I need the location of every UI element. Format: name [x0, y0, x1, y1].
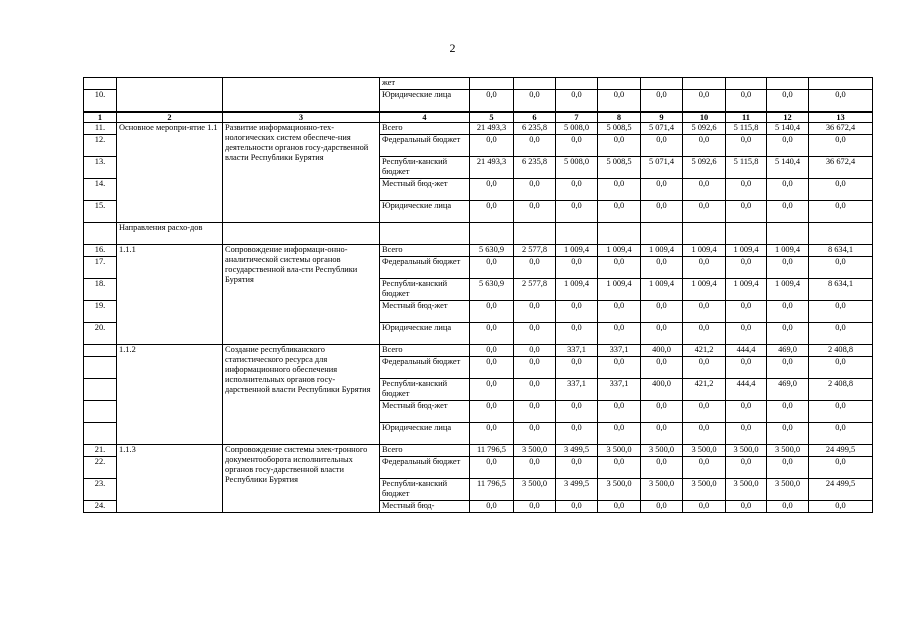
value-cell: 0,0 — [767, 423, 809, 445]
table-row — [84, 445, 873, 457]
value-cell: 0,0 — [726, 457, 767, 479]
value-cell: 0,0 — [683, 179, 726, 201]
value-cell: 0,0 — [809, 401, 873, 423]
value-cell: 444,4 — [726, 345, 767, 357]
value-cell: 8 634,1 — [809, 245, 873, 257]
row-name-cell — [117, 78, 223, 90]
value-cell — [767, 78, 809, 90]
value-cell: 421,2 — [683, 379, 726, 401]
value-cell: 0,0 — [556, 301, 598, 323]
value-cell: 0,0 — [809, 301, 873, 323]
value-cell: 2 408,8 — [809, 345, 873, 357]
value-cell: 36 672,4 — [809, 157, 873, 179]
value-cell: 0,0 — [598, 401, 641, 423]
funding-source: Местный бюд-жет — [380, 179, 470, 201]
table-row — [84, 90, 873, 113]
table-row — [84, 245, 873, 257]
value-cell: 0,0 — [470, 379, 514, 401]
value-cell: 2 577,8 — [514, 279, 556, 301]
value-cell: 5 630,9 — [470, 279, 514, 301]
value-cell: 0,0 — [641, 401, 683, 423]
value-cell: 0,0 — [598, 457, 641, 479]
empty-cell — [809, 223, 873, 245]
row-name-cell: Основное меропри-ятие 1.1 — [117, 123, 223, 223]
value-cell — [809, 78, 873, 90]
empty-cell — [598, 223, 641, 245]
value-cell: 6 235,8 — [514, 123, 556, 135]
value-cell: 0,0 — [767, 301, 809, 323]
funding-source: Всего — [380, 123, 470, 135]
value-cell: 0,0 — [726, 401, 767, 423]
value-cell — [641, 78, 683, 90]
table-row — [84, 345, 873, 357]
value-cell: 11 796,5 — [470, 479, 514, 501]
value-cell: 1 009,4 — [556, 245, 598, 257]
value-cell: 1 009,4 — [767, 279, 809, 301]
value-cell: 0,0 — [470, 423, 514, 445]
value-cell: 0,0 — [767, 457, 809, 479]
funding-source: Федеральный бюджет — [380, 457, 470, 479]
row-number: 14. — [84, 179, 117, 201]
value-cell: 0,0 — [767, 135, 809, 157]
empty-cell — [641, 223, 683, 245]
funding-source: Юридические лица — [380, 323, 470, 345]
value-cell: 0,0 — [514, 345, 556, 357]
value-cell: 3 500,0 — [767, 445, 809, 457]
value-cell: 0,0 — [470, 257, 514, 279]
column-header: 13 — [809, 112, 873, 123]
value-cell: 5 140,4 — [767, 157, 809, 179]
value-cell: 0,0 — [598, 423, 641, 445]
value-cell: 0,0 — [556, 257, 598, 279]
column-header: 1 — [84, 112, 117, 123]
value-cell: 0,0 — [598, 501, 641, 513]
value-cell: 0,0 — [514, 323, 556, 345]
value-cell: 24 499,5 — [809, 445, 873, 457]
table-row — [84, 123, 873, 135]
value-cell: 0,0 — [514, 179, 556, 201]
row-number: 22. — [84, 457, 117, 479]
value-cell: 1 009,4 — [598, 279, 641, 301]
value-cell — [598, 78, 641, 90]
value-cell: 1 009,4 — [683, 279, 726, 301]
value-cell: 0,0 — [598, 357, 641, 379]
value-cell: 0,0 — [809, 323, 873, 345]
value-cell: 3 500,0 — [726, 445, 767, 457]
value-cell: 6 235,8 — [514, 157, 556, 179]
value-cell: 0,0 — [556, 457, 598, 479]
value-cell: 3 500,0 — [726, 479, 767, 501]
row-desc-cell — [223, 78, 380, 90]
value-cell: 5 008,5 — [598, 123, 641, 135]
value-cell: 3 499,5 — [556, 479, 598, 501]
row-number: 13. — [84, 157, 117, 179]
column-header: 12 — [767, 112, 809, 123]
empty-cell — [514, 223, 556, 245]
value-cell: 0,0 — [556, 401, 598, 423]
row-number: 18. — [84, 279, 117, 301]
row-number: 21. — [84, 445, 117, 457]
value-cell: 0,0 — [470, 201, 514, 223]
row-number: 11. — [84, 123, 117, 135]
row-number: 20. — [84, 323, 117, 345]
value-cell: 0,0 — [598, 179, 641, 201]
funding-source: Юридические лица — [380, 201, 470, 223]
value-cell: 1 009,4 — [556, 279, 598, 301]
value-cell: 3 500,0 — [514, 445, 556, 457]
value-cell: 5 008,0 — [556, 123, 598, 135]
row-number: 15. — [84, 201, 117, 223]
value-cell: 0,0 — [683, 357, 726, 379]
value-cell: 5 071,4 — [641, 123, 683, 135]
budget-table — [83, 77, 873, 513]
value-cell — [726, 78, 767, 90]
funding-source: Федеральный бюджет — [380, 257, 470, 279]
value-cell: 3 499,5 — [556, 445, 598, 457]
empty-cell — [470, 223, 514, 245]
value-cell: 3 500,0 — [767, 479, 809, 501]
value-cell: 5 092,6 — [683, 123, 726, 135]
row-desc-cell: Развитие информационно-тех-нологических систем обеспече-ния деятельности органов госу-дарственной власти Республики Бурятия — [223, 123, 380, 223]
value-cell: 0,0 — [556, 135, 598, 157]
value-cell: 0,0 — [809, 201, 873, 223]
value-cell: 24 499,5 — [809, 479, 873, 501]
empty-cell — [556, 223, 598, 245]
value-cell: 0,0 — [514, 501, 556, 513]
value-cell: 0,0 — [767, 257, 809, 279]
value-cell: 0,0 — [767, 323, 809, 345]
value-cell: 0,0 — [556, 357, 598, 379]
value-cell: 0,0 — [641, 257, 683, 279]
value-cell: 0,0 — [809, 501, 873, 513]
column-header: 8 — [598, 112, 641, 123]
value-cell: 0,0 — [809, 457, 873, 479]
value-cell: 0,0 — [683, 501, 726, 513]
value-cell: 3 500,0 — [683, 479, 726, 501]
funding-source: Местный бюд-жет — [380, 401, 470, 423]
value-cell: 0,0 — [556, 201, 598, 223]
value-cell: 2 577,8 — [514, 245, 556, 257]
value-cell: 0,0 — [514, 257, 556, 279]
funding-source: Республи-канский бюджет — [380, 379, 470, 401]
value-cell: 400,0 — [641, 345, 683, 357]
funding-source: Всего — [380, 245, 470, 257]
directions-label: Направления расхо-дов — [117, 223, 223, 245]
value-cell: 469,0 — [767, 379, 809, 401]
value-cell: 0,0 — [726, 257, 767, 279]
column-header: 10 — [683, 112, 726, 123]
value-cell: 0,0 — [470, 323, 514, 345]
value-cell: 0,0 — [598, 323, 641, 345]
row-desc-cell: Создание республиканского статистического ресурса для информационного обеспечения исполнительных органов госу-дарственной власти Республики Бурятия — [223, 345, 380, 445]
value-cell: 1 009,4 — [641, 279, 683, 301]
column-header: 3 — [223, 112, 380, 123]
value-cell: 0,0 — [726, 501, 767, 513]
value-cell: 0,0 — [767, 501, 809, 513]
value-cell: 0,0 — [726, 423, 767, 445]
value-cell: 0,0 — [470, 401, 514, 423]
value-cell: 1 009,4 — [726, 279, 767, 301]
value-cell: 0,0 — [598, 301, 641, 323]
value-cell: 0,0 — [641, 201, 683, 223]
value-cell: 0,0 — [470, 501, 514, 513]
funding-source: Юридические лица — [380, 90, 470, 113]
column-header: 6 — [514, 112, 556, 123]
value-cell: 0,0 — [514, 301, 556, 323]
row-number: 23. — [84, 479, 117, 501]
value-cell: 0,0 — [641, 301, 683, 323]
value-cell: 0,0 — [470, 179, 514, 201]
value-cell: 0,0 — [683, 457, 726, 479]
row-name-cell — [117, 90, 223, 113]
value-cell — [556, 78, 598, 90]
value-cell: 0,0 — [641, 457, 683, 479]
value-cell: 0,0 — [726, 179, 767, 201]
row-number — [84, 379, 117, 401]
value-cell: 0,0 — [556, 423, 598, 445]
value-cell: 400,0 — [641, 379, 683, 401]
directions-row — [84, 223, 873, 245]
header-row — [84, 112, 873, 123]
value-cell: 0,0 — [470, 301, 514, 323]
value-cell: 1 009,4 — [641, 245, 683, 257]
column-header: 2 — [117, 112, 223, 123]
row-number — [84, 357, 117, 379]
value-cell: 8 634,1 — [809, 279, 873, 301]
row-number: 19. — [84, 301, 117, 323]
funding-source: Всего — [380, 445, 470, 457]
funding-source: Республи-канский бюджет — [380, 157, 470, 179]
funding-source: Федеральный бюджет — [380, 135, 470, 157]
value-cell: 1 009,4 — [726, 245, 767, 257]
value-cell: 0,0 — [641, 323, 683, 345]
value-cell: 0,0 — [809, 135, 873, 157]
value-cell: 0,0 — [514, 423, 556, 445]
value-cell: 0,0 — [556, 179, 598, 201]
value-cell: 5 008,0 — [556, 157, 598, 179]
value-cell: 337,1 — [556, 379, 598, 401]
value-cell — [683, 78, 726, 90]
value-cell: 0,0 — [514, 379, 556, 401]
funding-source: Республи-канский бюджет — [380, 279, 470, 301]
column-header: 7 — [556, 112, 598, 123]
value-cell: 0,0 — [598, 90, 641, 113]
row-name-cell: 1.1.3 — [117, 445, 223, 513]
value-cell: 0,0 — [809, 257, 873, 279]
value-cell: 2 408,8 — [809, 379, 873, 401]
funding-source: Федеральный бюджет — [380, 357, 470, 379]
value-cell: 0,0 — [683, 135, 726, 157]
row-number: 12. — [84, 135, 117, 157]
value-cell: 0,0 — [683, 301, 726, 323]
value-cell — [514, 78, 556, 90]
value-cell: 0,0 — [514, 90, 556, 113]
row-number — [84, 78, 117, 90]
value-cell: 0,0 — [683, 423, 726, 445]
row-name-cell: 1.1.2 — [117, 345, 223, 445]
funding-source: жет — [380, 78, 470, 90]
value-cell: 0,0 — [683, 257, 726, 279]
row-number: 16. — [84, 245, 117, 257]
value-cell: 0,0 — [514, 401, 556, 423]
empty-cell — [726, 223, 767, 245]
value-cell: 337,1 — [556, 345, 598, 357]
value-cell: 0,0 — [683, 323, 726, 345]
value-cell: 3 500,0 — [683, 445, 726, 457]
row-desc-cell — [223, 90, 380, 113]
row-number — [84, 223, 117, 245]
row-number: 17. — [84, 257, 117, 279]
value-cell: 0,0 — [598, 135, 641, 157]
funding-source: Юридические лица — [380, 423, 470, 445]
empty-cell — [683, 223, 726, 245]
value-cell: 0,0 — [514, 457, 556, 479]
value-cell: 1 009,4 — [683, 245, 726, 257]
value-cell: 0,0 — [470, 345, 514, 357]
value-cell — [470, 78, 514, 90]
value-cell: 3 500,0 — [641, 445, 683, 457]
value-cell: 337,1 — [598, 379, 641, 401]
value-cell: 0,0 — [470, 135, 514, 157]
column-header: 5 — [470, 112, 514, 123]
value-cell: 0,0 — [514, 201, 556, 223]
value-cell: 0,0 — [726, 301, 767, 323]
value-cell: 3 500,0 — [598, 479, 641, 501]
value-cell: 0,0 — [514, 357, 556, 379]
value-cell: 5 008,5 — [598, 157, 641, 179]
value-cell: 0,0 — [767, 90, 809, 113]
row-name-cell: 1.1.1 — [117, 245, 223, 345]
page-number: 2 — [449, 41, 456, 55]
empty-cell — [223, 223, 380, 245]
value-cell: 0,0 — [556, 90, 598, 113]
value-cell: 0,0 — [641, 90, 683, 113]
funding-source: Местный бюд-жет — [380, 301, 470, 323]
value-cell: 1 009,4 — [598, 245, 641, 257]
value-cell: 3 500,0 — [641, 479, 683, 501]
value-cell: 444,4 — [726, 379, 767, 401]
value-cell: 5 140,4 — [767, 123, 809, 135]
value-cell: 3 500,0 — [514, 479, 556, 501]
value-cell: 5 630,9 — [470, 245, 514, 257]
value-cell: 5 115,8 — [726, 157, 767, 179]
column-header: 11 — [726, 112, 767, 123]
value-cell: 0,0 — [641, 357, 683, 379]
funding-source: Всего — [380, 345, 470, 357]
value-cell: 5 115,8 — [726, 123, 767, 135]
funding-source: Местный бюд- — [380, 501, 470, 513]
value-cell: 11 796,5 — [470, 445, 514, 457]
row-desc-cell: Сопровождение системы элек-тронного документооборота исполнительных органов госу-дарственной власти Республики Бурятия — [223, 445, 380, 513]
empty-cell — [380, 223, 470, 245]
value-cell: 469,0 — [767, 345, 809, 357]
value-cell: 0,0 — [641, 179, 683, 201]
value-cell: 0,0 — [641, 135, 683, 157]
value-cell: 0,0 — [726, 135, 767, 157]
value-cell: 0,0 — [641, 501, 683, 513]
value-cell: 0,0 — [683, 201, 726, 223]
value-cell: 0,0 — [556, 501, 598, 513]
value-cell: 0,0 — [470, 90, 514, 113]
value-cell: 0,0 — [470, 357, 514, 379]
value-cell: 0,0 — [726, 357, 767, 379]
value-cell: 0,0 — [809, 90, 873, 113]
value-cell: 0,0 — [726, 201, 767, 223]
value-cell: 0,0 — [641, 423, 683, 445]
value-cell: 337,1 — [598, 345, 641, 357]
row-number — [84, 345, 117, 357]
row-number: 24. — [84, 501, 117, 513]
value-cell: 0,0 — [514, 135, 556, 157]
value-cell: 0,0 — [683, 90, 726, 113]
value-cell: 5 071,4 — [641, 157, 683, 179]
value-cell: 0,0 — [767, 201, 809, 223]
table-row — [84, 78, 873, 90]
value-cell: 0,0 — [683, 401, 726, 423]
value-cell: 0,0 — [556, 323, 598, 345]
value-cell: 0,0 — [726, 323, 767, 345]
value-cell: 0,0 — [726, 90, 767, 113]
value-cell: 0,0 — [809, 357, 873, 379]
value-cell: 421,2 — [683, 345, 726, 357]
value-cell: 0,0 — [598, 257, 641, 279]
value-cell: 3 500,0 — [598, 445, 641, 457]
funding-source: Республи-канский бюджет — [380, 479, 470, 501]
row-number: 10. — [84, 90, 117, 113]
value-cell: 36 672,4 — [809, 123, 873, 135]
column-header: 4 — [380, 112, 470, 123]
value-cell: 0,0 — [470, 457, 514, 479]
value-cell: 0,0 — [598, 201, 641, 223]
empty-cell — [767, 223, 809, 245]
value-cell: 21 493,3 — [470, 157, 514, 179]
value-cell: 0,0 — [767, 401, 809, 423]
value-cell: 0,0 — [767, 357, 809, 379]
value-cell: 0,0 — [767, 179, 809, 201]
value-cell: 21 493,3 — [470, 123, 514, 135]
row-number — [84, 401, 117, 423]
value-cell: 5 092,6 — [683, 157, 726, 179]
value-cell: 1 009,4 — [767, 245, 809, 257]
value-cell: 0,0 — [809, 423, 873, 445]
row-number — [84, 423, 117, 445]
value-cell: 0,0 — [809, 179, 873, 201]
row-desc-cell: Сопровождение информаци-онно-аналитической системы органов государственной вла-сти Республики Бурятия — [223, 245, 380, 345]
column-header: 9 — [641, 112, 683, 123]
